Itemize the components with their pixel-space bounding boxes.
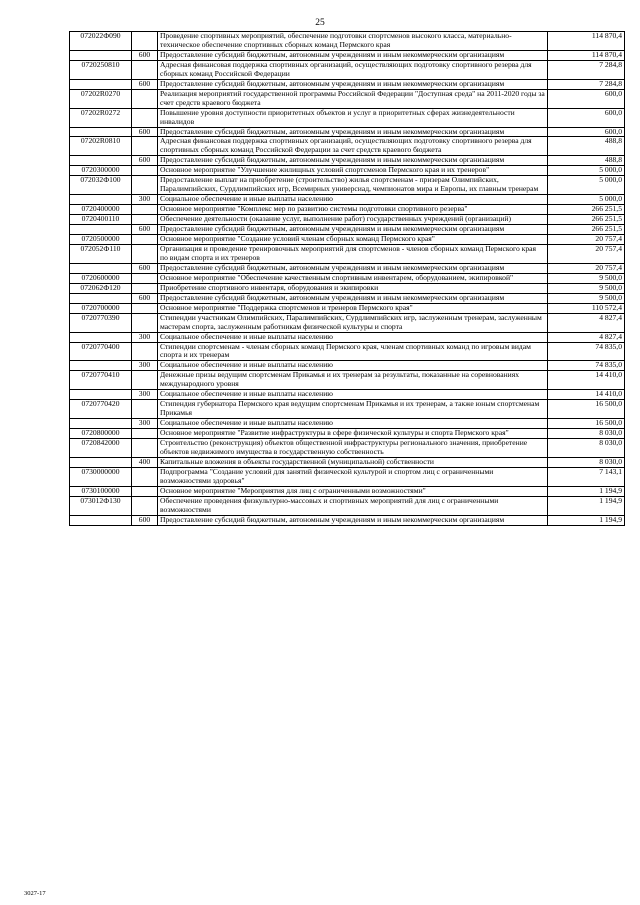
name-cell: Строительство (реконструкция) объектов общественной инфраструктуры регионального значения, приобретение объектов недвижимого имущества в государственную собственность bbox=[158, 439, 548, 458]
table-row bbox=[70, 342, 625, 361]
code-cell: 07202R0272 bbox=[70, 108, 132, 127]
code-cell bbox=[70, 50, 132, 60]
code-cell bbox=[70, 156, 132, 166]
table-row bbox=[70, 176, 625, 195]
expense-type-cell bbox=[132, 89, 158, 108]
expense-type-cell bbox=[132, 496, 158, 515]
code-cell: 0720770390 bbox=[70, 313, 132, 332]
code-cell bbox=[70, 390, 132, 400]
budget-table-body bbox=[70, 32, 625, 526]
amount-cell: 1 194,9 bbox=[548, 515, 625, 525]
amount-cell: 7 284,8 bbox=[548, 79, 625, 89]
name-cell: Основное мероприятие "Улучшение жилищных условий спортсменов Пермского края и их тренеров" bbox=[158, 166, 548, 176]
amount-cell: 20 757,4 bbox=[548, 263, 625, 273]
code-cell: 0720770410 bbox=[70, 371, 132, 390]
table-row bbox=[70, 235, 625, 245]
name-cell: Организация и проведение тренировочных мероприятий для спортсменов - членов сборных команд Пермского края по видам спорта и их тренеров bbox=[158, 244, 548, 263]
code-cell bbox=[70, 195, 132, 205]
amount-cell: 4 827,4 bbox=[548, 313, 625, 332]
amount-cell: 488,8 bbox=[548, 137, 625, 156]
name-cell: Подпрограмма "Создание условий для занятий физической культурой и спортом лиц с ограниченными возможностями здоровья" bbox=[158, 467, 548, 486]
expense-type-cell bbox=[132, 205, 158, 215]
expense-type-cell bbox=[132, 32, 158, 51]
table-row bbox=[70, 273, 625, 283]
table-row bbox=[70, 439, 625, 458]
table-row bbox=[70, 457, 625, 467]
amount-cell: 600,0 bbox=[548, 89, 625, 108]
table-row bbox=[70, 313, 625, 332]
table-row bbox=[70, 467, 625, 486]
amount-cell: 16 500,0 bbox=[548, 400, 625, 419]
amount-cell: 8 030,0 bbox=[548, 457, 625, 467]
code-cell: 0720842000 bbox=[70, 439, 132, 458]
expense-type-cell bbox=[132, 400, 158, 419]
code-cell bbox=[70, 79, 132, 89]
expense-type-cell: 600 bbox=[132, 156, 158, 166]
expense-type-cell bbox=[132, 303, 158, 313]
code-cell: 07202R0270 bbox=[70, 89, 132, 108]
expense-type-cell: 300 bbox=[132, 390, 158, 400]
table-row bbox=[70, 244, 625, 263]
expense-type-cell: 600 bbox=[132, 293, 158, 303]
amount-cell: 7 143,1 bbox=[548, 467, 625, 486]
amount-cell: 9 500,0 bbox=[548, 293, 625, 303]
amount-cell: 9 500,0 bbox=[548, 283, 625, 293]
table-row bbox=[70, 429, 625, 439]
table-row bbox=[70, 195, 625, 205]
code-cell: 0720400000 bbox=[70, 205, 132, 215]
code-cell: 0720800000 bbox=[70, 429, 132, 439]
table-row bbox=[70, 205, 625, 215]
expense-type-cell bbox=[132, 60, 158, 79]
name-cell: Повышение уровня доступности приоритетных объектов и услуг в приоритетных сферах жизнедеятельности инвалидов bbox=[158, 108, 548, 127]
amount-cell: 14 410,0 bbox=[548, 371, 625, 390]
name-cell: Основное мероприятие "Комплекс мер по развитию системы подготовки спортивного резерва" bbox=[158, 205, 548, 215]
name-cell: Предоставление субсидий бюджетным, автономным учреждениям и иным некоммерческим организациям bbox=[158, 263, 548, 273]
amount-cell: 266 251,5 bbox=[548, 205, 625, 215]
name-cell: Социальное обеспечение и иные выплаты населению bbox=[158, 332, 548, 342]
code-cell: 0720300000 bbox=[70, 166, 132, 176]
name-cell: Предоставление субсидий бюджетным, автономным учреждениям и иным некоммерческим организациям bbox=[158, 79, 548, 89]
amount-cell: 20 757,4 bbox=[548, 244, 625, 263]
table-row bbox=[70, 293, 625, 303]
name-cell: Основное мероприятие "Мероприятия для лиц с ограниченными возможностями" bbox=[158, 486, 548, 496]
footer-code: 3027-17 bbox=[24, 890, 46, 897]
code-cell: 0720770400 bbox=[70, 342, 132, 361]
code-cell bbox=[70, 293, 132, 303]
name-cell: Денежные призы ведущим спортсменам Прикамья и их тренерам за результаты, показанные на соревнованиях международного уровня bbox=[158, 371, 548, 390]
table-row bbox=[70, 215, 625, 225]
expense-type-cell bbox=[132, 215, 158, 225]
name-cell: Социальное обеспечение и иные выплаты населению bbox=[158, 419, 548, 429]
expense-type-cell bbox=[132, 166, 158, 176]
budget-table bbox=[69, 31, 625, 526]
expense-type-cell: 600 bbox=[132, 79, 158, 89]
amount-cell: 9 500,0 bbox=[548, 273, 625, 283]
table-row bbox=[70, 50, 625, 60]
expense-type-cell bbox=[132, 235, 158, 245]
table-row bbox=[70, 127, 625, 137]
code-cell bbox=[70, 263, 132, 273]
name-cell: Приобретение спортивного инвентаря, оборудования и экипировки bbox=[158, 283, 548, 293]
expense-type-cell bbox=[132, 313, 158, 332]
code-cell bbox=[70, 419, 132, 429]
table-row bbox=[70, 303, 625, 313]
name-cell: Основное мероприятие "Развитие инфраструктуры в сфере физической культуры и спорта Пермского края" bbox=[158, 429, 548, 439]
name-cell: Предоставление субсидий бюджетным, автономным учреждениям и иным некоммерческим организациям bbox=[158, 515, 548, 525]
expense-type-cell: 600 bbox=[132, 263, 158, 273]
name-cell: Основное мероприятие "Обеспечение качественным спортивным инвентарем, оборудованием, экипировкой" bbox=[158, 273, 548, 283]
table-row bbox=[70, 283, 625, 293]
code-cell: 0720600000 bbox=[70, 273, 132, 283]
table-row bbox=[70, 496, 625, 515]
amount-cell: 5 000,0 bbox=[548, 166, 625, 176]
amount-cell: 266 251,5 bbox=[548, 225, 625, 235]
expense-type-cell bbox=[132, 283, 158, 293]
code-cell: 0720700000 bbox=[70, 303, 132, 313]
page-number: 25 bbox=[315, 18, 325, 28]
amount-cell: 20 757,4 bbox=[548, 235, 625, 245]
table-row bbox=[70, 225, 625, 235]
expense-type-cell: 600 bbox=[132, 515, 158, 525]
amount-cell: 16 500,0 bbox=[548, 419, 625, 429]
amount-cell: 114 870,4 bbox=[548, 32, 625, 51]
name-cell: Стипендия губернатора Пермского края ведущим спортсменам Прикамья и их тренерам, а также юным спортсменам Прикамья bbox=[158, 400, 548, 419]
amount-cell: 8 030,0 bbox=[548, 439, 625, 458]
name-cell: Адресная финансовая поддержка спортивных организаций, осуществляющих подготовку спортивного резерва для сборных команд Российской Федерации bbox=[158, 60, 548, 79]
expense-type-cell: 600 bbox=[132, 225, 158, 235]
table-row bbox=[70, 486, 625, 496]
name-cell: Стипендии участникам Олимпийских, Паралимпийских, Сурдлимпийских игр, заслуженным тренерам, заслуженным мастерам спорта, заслуженным работникам физической культуры и спорта bbox=[158, 313, 548, 332]
expense-type-cell: 600 bbox=[132, 127, 158, 137]
name-cell: Социальное обеспечение и иные выплаты населению bbox=[158, 390, 548, 400]
name-cell: Обеспечение деятельности (оказание услуг, выполнение работ) государственных учреждений (организаций) bbox=[158, 215, 548, 225]
expense-type-cell bbox=[132, 439, 158, 458]
name-cell: Предоставление выплат на приобретение (строительство) жилья спортсменам - призерам Олимпийских, Паралимпийских, Сурдлимпийских игр, Всемирных универсиад, чемпионатов мира и Европы, их главным тренерам bbox=[158, 176, 548, 195]
amount-cell: 8 030,0 bbox=[548, 429, 625, 439]
name-cell: Социальное обеспечение и иные выплаты населению bbox=[158, 195, 548, 205]
table-row bbox=[70, 263, 625, 273]
code-cell: 07202R0810 bbox=[70, 137, 132, 156]
code-cell: 0730000000 bbox=[70, 467, 132, 486]
name-cell: Адресная финансовая поддержка спортивных организаций, осуществляющих подготовку спортивного резерва для спортивных сборных команд Российской Федерации за счет средств краевого бюджета bbox=[158, 137, 548, 156]
amount-cell: 600,0 bbox=[548, 108, 625, 127]
amount-cell: 1 194,9 bbox=[548, 486, 625, 496]
code-cell: 0730100000 bbox=[70, 486, 132, 496]
table-row bbox=[70, 390, 625, 400]
table-row bbox=[70, 156, 625, 166]
expense-type-cell bbox=[132, 273, 158, 283]
name-cell: Социальное обеспечение и иные выплаты населению bbox=[158, 361, 548, 371]
amount-cell: 74 835,0 bbox=[548, 342, 625, 361]
table-row bbox=[70, 32, 625, 51]
name-cell: Предоставление субсидий бюджетным, автономным учреждениям и иным некоммерческим организациям bbox=[158, 156, 548, 166]
name-cell: Основное мероприятие "Создание условий членам сборных команд Пермского края" bbox=[158, 235, 548, 245]
name-cell: Основное мероприятие "Поддержка спортсменов и тренеров Пермского края" bbox=[158, 303, 548, 313]
amount-cell: 5 000,0 bbox=[548, 176, 625, 195]
table-row bbox=[70, 332, 625, 342]
amount-cell: 1 194,9 bbox=[548, 496, 625, 515]
code-cell: 0720250810 bbox=[70, 60, 132, 79]
name-cell: Реализация мероприятий государственной программы Российской Федерации "Доступная среда" на 2011-2020 годы за счет средств краевого бюджета bbox=[158, 89, 548, 108]
table-row bbox=[70, 137, 625, 156]
expense-type-cell bbox=[132, 467, 158, 486]
name-cell: Предоставление субсидий бюджетным, автономным учреждениям и иным некоммерческим организациям bbox=[158, 50, 548, 60]
amount-cell: 114 870,4 bbox=[548, 50, 625, 60]
code-cell bbox=[70, 361, 132, 371]
name-cell: Проведение спортивных мероприятий, обеспечение подготовки спортсменов высокого класса, материально-техническое обеспечение спортивных сборных команд Пермского края bbox=[158, 32, 548, 51]
code-cell: 0720400110 bbox=[70, 215, 132, 225]
expense-type-cell bbox=[132, 371, 158, 390]
amount-cell: 7 284,8 bbox=[548, 60, 625, 79]
table-row bbox=[70, 419, 625, 429]
expense-type-cell bbox=[132, 176, 158, 195]
table-row bbox=[70, 371, 625, 390]
code-cell bbox=[70, 457, 132, 467]
code-cell: 072052Ф110 bbox=[70, 244, 132, 263]
code-cell bbox=[70, 225, 132, 235]
amount-cell: 5 000,0 bbox=[548, 195, 625, 205]
amount-cell: 488,8 bbox=[548, 156, 625, 166]
expense-type-cell: 300 bbox=[132, 195, 158, 205]
table-row bbox=[70, 515, 625, 525]
amount-cell: 110 572,4 bbox=[548, 303, 625, 313]
amount-cell: 74 835,0 bbox=[548, 361, 625, 371]
code-cell: 0720770420 bbox=[70, 400, 132, 419]
table-row bbox=[70, 166, 625, 176]
expense-type-cell bbox=[132, 108, 158, 127]
expense-type-cell bbox=[132, 486, 158, 496]
amount-cell: 4 827,4 bbox=[548, 332, 625, 342]
amount-cell: 600,0 bbox=[548, 127, 625, 137]
amount-cell: 266 251,5 bbox=[548, 215, 625, 225]
expense-type-cell: 300 bbox=[132, 361, 158, 371]
expense-type-cell: 300 bbox=[132, 419, 158, 429]
table-row bbox=[70, 60, 625, 79]
expense-type-cell bbox=[132, 137, 158, 156]
expense-type-cell: 600 bbox=[132, 50, 158, 60]
code-cell: 073012Ф130 bbox=[70, 496, 132, 515]
table-row bbox=[70, 361, 625, 371]
code-cell bbox=[70, 515, 132, 525]
code-cell: 072022Ф090 bbox=[70, 32, 132, 51]
table-row bbox=[70, 79, 625, 89]
table-row bbox=[70, 89, 625, 108]
code-cell bbox=[70, 127, 132, 137]
expense-type-cell bbox=[132, 342, 158, 361]
name-cell: Предоставление субсидий бюджетным, автономным учреждениям и иным некоммерческим организациям bbox=[158, 127, 548, 137]
name-cell: Капитальные вложения в объекты государственной (муниципальной) собственности bbox=[158, 457, 548, 467]
code-cell: 0720500000 bbox=[70, 235, 132, 245]
table-row bbox=[70, 400, 625, 419]
code-cell: 072032Ф100 bbox=[70, 176, 132, 195]
expense-type-cell bbox=[132, 244, 158, 263]
expense-type-cell bbox=[132, 429, 158, 439]
name-cell: Стипендии спортсменам - членам сборных команд Пермского края, членам спортивных команд по игровым видам спорта и их тренерам bbox=[158, 342, 548, 361]
name-cell: Предоставление субсидий бюджетным, автономным учреждениям и иным некоммерческим организациям bbox=[158, 293, 548, 303]
name-cell: Обеспечение проведения физкультурно-массовых и спортивных мероприятий для лиц с ограниченными возможностями bbox=[158, 496, 548, 515]
code-cell: 072062Ф120 bbox=[70, 283, 132, 293]
amount-cell: 14 410,0 bbox=[548, 390, 625, 400]
name-cell: Предоставление субсидий бюджетным, автономным учреждениям и иным некоммерческим организациям bbox=[158, 225, 548, 235]
expense-type-cell: 400 bbox=[132, 457, 158, 467]
table-row bbox=[70, 108, 625, 127]
code-cell bbox=[70, 332, 132, 342]
expense-type-cell: 300 bbox=[132, 332, 158, 342]
